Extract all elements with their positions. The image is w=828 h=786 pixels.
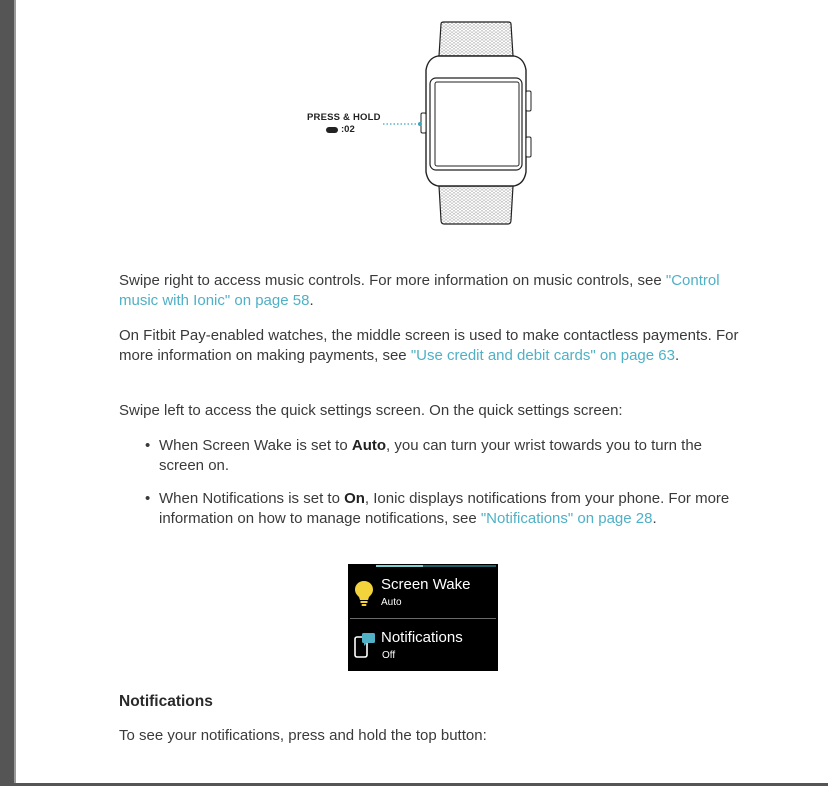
phone-notification-icon [354, 632, 376, 660]
page-indicator [423, 565, 496, 567]
press-hold-time: :02 [341, 124, 355, 135]
button-pill-icon [326, 127, 338, 133]
bullet-bold-auto: Auto [351, 437, 387, 454]
press-hold-duration [326, 124, 355, 136]
link-credit-debit-cards[interactable]: "Use credit and debit cards" on page 63 [410, 347, 675, 364]
bullet-text: When Notifications is set to [159, 490, 345, 507]
bullet-text: , Ionic displays notifications from your phone. For more information on how to manage notifications, see [159, 490, 730, 527]
paragraph-text: On Fitbit Pay-enabled watches, the middle screen is used to make contactless payments. For more information on making payments, see [119, 327, 739, 364]
bullet-dot: • [145, 437, 151, 454]
bullet-text: , you can turn your wrist towards you to turn the screen on. [159, 437, 702, 474]
lightbulb-icon [354, 580, 374, 608]
notifications-label: Notifications [381, 629, 463, 646]
settings-divider [350, 618, 496, 619]
page-indicator-active [376, 565, 423, 567]
bullet-dot: • [145, 490, 151, 507]
paragraph-quick-settings: Swipe left to access the quick settings screen. On the quick settings screen: [119, 402, 623, 419]
paragraph-fitbit-pay [119, 326, 739, 366]
link-notifications[interactable]: "Notifications" on page 28 [480, 510, 653, 527]
paragraph-text: Swipe right to access music controls. For more information on music controls, see [119, 272, 666, 289]
viewer-left-border-edge [14, 0, 16, 786]
bullet-end: . [652, 510, 657, 527]
screen-wake-label: Screen Wake [381, 576, 471, 593]
bullet-bold-on: On [344, 490, 365, 507]
press-hold-label: PRESS & HOLD [307, 112, 381, 123]
bullet-notifications [159, 489, 739, 529]
screen-wake-value: Auto [381, 597, 402, 608]
notifications-value: Off [382, 650, 396, 661]
quick-settings-screenshot [348, 564, 498, 671]
bullet-text: When Screen Wake is set to [159, 437, 352, 454]
viewer-left-border [0, 0, 14, 786]
bullet-screen-wake [159, 436, 739, 476]
link-control-music[interactable]: "Control music with Ionic" on page 58 [119, 272, 720, 309]
section-heading-notifications: Notifications [119, 693, 213, 710]
paragraph-end: . [309, 292, 314, 309]
paragraph-music-controls [119, 271, 739, 311]
paragraph-end: . [674, 347, 680, 364]
paragraph-see-notifications: To see your notifications, press and hold the top button: [119, 727, 487, 744]
